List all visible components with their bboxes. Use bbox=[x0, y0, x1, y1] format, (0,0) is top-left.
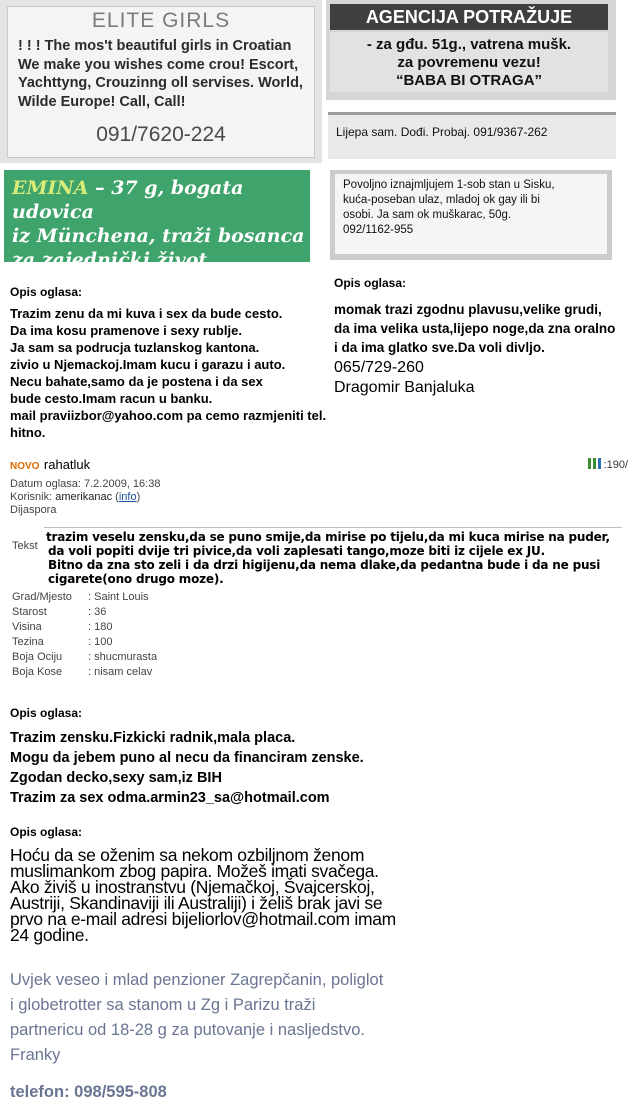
detail-row bbox=[12, 665, 157, 680]
ad-armin bbox=[10, 706, 410, 808]
detail-value: : 100 bbox=[88, 636, 113, 648]
ad-line: momak trazi zgodnu plavusu,velike grudi, bbox=[334, 302, 602, 317]
info-link[interactable]: info bbox=[118, 491, 137, 503]
detail-value: : Saint Louis bbox=[88, 591, 149, 603]
ad-line: hitno. bbox=[10, 425, 46, 440]
ad-body bbox=[10, 305, 340, 441]
detail-row bbox=[12, 650, 157, 665]
clip-line: kuća-poseban ulaz, mladoj ok gay ili bi bbox=[343, 194, 540, 206]
ad-line: zivio u Njemackoj.Imam kucu i garazu i auto. bbox=[10, 357, 286, 372]
ad-line: Necu bahate,samo da je postena i da sex bbox=[10, 374, 263, 389]
clip-title: AGENCIJA POTRAŽUJE bbox=[330, 4, 608, 30]
stats-bars-icon bbox=[588, 458, 602, 469]
date-label: Datum oglasa: bbox=[10, 478, 81, 490]
ad-body bbox=[10, 968, 480, 1068]
clip-body bbox=[12, 176, 308, 272]
ad-line: mail praviizbor@yahoo.com pa cemo razmjeniti tel. bbox=[10, 408, 327, 423]
ad-line: da ima velika usta,lijepo noge,da zna oralno bbox=[334, 321, 616, 336]
newspaper-clip bbox=[335, 174, 607, 254]
user-label: Korisnik: bbox=[10, 491, 53, 503]
detail-key: Grad/Mjesto bbox=[12, 591, 72, 603]
ad-line: Franky bbox=[10, 1046, 61, 1064]
ad-body bbox=[10, 847, 500, 943]
detail-key: Boja Kose bbox=[12, 666, 63, 678]
ad-tuzla bbox=[10, 285, 340, 441]
ad-line: i globetrotter sa stanom u Zg i Parizu traži bbox=[10, 996, 316, 1014]
clipping-povoljno bbox=[330, 170, 612, 260]
detail-value: : shucmurasta bbox=[88, 651, 158, 663]
ad-name: Dragomir Banjaluka bbox=[334, 379, 475, 396]
clipping-elite-girls bbox=[0, 0, 322, 163]
clip-line: Povoljno iznajmljujem 1-sob stan u Sisku, bbox=[343, 179, 555, 191]
ad-line: Zgodan decko,sexy sam,iz BIH bbox=[10, 770, 222, 786]
ad-details bbox=[12, 590, 157, 680]
ad-line: Ja sam sa podrucja tuzlanskog kantona. bbox=[10, 340, 260, 355]
ad-body bbox=[10, 728, 410, 808]
clip-line: ! ! ! The mos't beautiful girls in Croatian bbox=[18, 38, 292, 54]
ad-line: Mogu da jebem puno al necu da financiram zenske. bbox=[10, 750, 364, 766]
clip-title: ELITE GIRLS bbox=[91, 9, 231, 32]
ad-line: i da ima glatko sve.Da voli divljo. bbox=[334, 340, 545, 355]
clip-body bbox=[18, 37, 308, 111]
ad-line: Trazim zenu da mi kuva i sex da bude cesto. bbox=[10, 306, 283, 321]
ad-phone: telefon: 098/595-808 bbox=[10, 1083, 167, 1101]
ad-line: Uvjek veseo i mlad penzioner Zagrepčanin, poliglot bbox=[10, 971, 384, 989]
detail-value: : nisam celav bbox=[88, 666, 153, 678]
detail-row bbox=[12, 620, 157, 635]
ad-bijeliorlov bbox=[10, 825, 500, 943]
clip-text: Lijepa sam. Dođi. Probaj. 091/9367-262 bbox=[336, 125, 548, 139]
ad-user: Korisnik: amerikanac (info) bbox=[10, 491, 141, 503]
ad-line: da voli popiti dvije tri pivice,da voli zaplesati tango,moze biti iz cijele ex JU. bbox=[48, 544, 545, 558]
clip-line: za povremenu vezu! bbox=[397, 54, 541, 71]
divider bbox=[44, 527, 622, 528]
ad-line: Ako živiš u inostranstvu (Njemačkoj, Švajcerskoj, bbox=[10, 877, 375, 897]
ad-banjaluka bbox=[334, 276, 644, 397]
newspaper-clip bbox=[7, 6, 315, 158]
detail-value: : 180 bbox=[88, 621, 113, 633]
ad-title[interactable]: rahatluk bbox=[43, 457, 91, 472]
clipping-emina bbox=[4, 170, 310, 271]
clip-line: iz Münchena, traži bosanca bbox=[12, 225, 305, 247]
ad-phone: 065/729-260 bbox=[334, 359, 424, 376]
ad-line: Trazim za sex odma.armin23_sa@hotmail.com bbox=[10, 790, 330, 806]
clipping-agencija bbox=[326, 0, 616, 100]
detail-value: : 36 bbox=[88, 606, 107, 618]
clip-line: za zajednički život. bbox=[12, 249, 214, 271]
ad-line: muslimankom zbog papira. Možeš imati svačega. bbox=[10, 861, 379, 881]
clip-body bbox=[330, 32, 608, 92]
clipping-lijepa bbox=[328, 112, 616, 159]
ad-franky bbox=[10, 968, 480, 1102]
ad-label: Opis oglasa: bbox=[334, 276, 407, 290]
stats-count: :190/ bbox=[603, 459, 628, 471]
clip-line: Wilde Europe! Call, Call! bbox=[18, 93, 186, 110]
ad-region: Dijaspora bbox=[10, 504, 57, 516]
clip-text: – 37 g, bogata udovica bbox=[12, 177, 244, 223]
date-value: 7.2.2009, 16:38 bbox=[84, 478, 161, 490]
ad-line: partnericu od 18-28 g za putovanje i nasljedstvo. bbox=[10, 1021, 365, 1039]
ad-line: Da ima kosu pramenove i sexy rublje. bbox=[10, 323, 242, 338]
ad-header bbox=[10, 456, 630, 474]
clip-line: “BABA BI OTRAGA” bbox=[395, 72, 543, 89]
ad-date bbox=[10, 478, 630, 491]
clip-line: We make you wishes come crou! Escort, bbox=[18, 56, 299, 73]
tekst-label: Tekst bbox=[12, 540, 38, 552]
ad-label: Opis oglasa: bbox=[10, 285, 83, 299]
ad-line: Trazim zensku.Fizkicki radnik,mala placa. bbox=[10, 730, 296, 746]
ad-body bbox=[46, 530, 624, 586]
user-name: amerikanac bbox=[55, 491, 113, 503]
clip-line: - za gđu. 51g., vatrena mušk. bbox=[366, 36, 572, 53]
ad-label: Opis oglasa: bbox=[10, 706, 83, 720]
clip-line: Yachttyng, Crouzinng oll servises. World, bbox=[18, 75, 303, 91]
ad-label: Opis oglasa: bbox=[10, 825, 83, 839]
ad-stats bbox=[588, 458, 628, 471]
ad-body bbox=[334, 300, 644, 357]
clip-body bbox=[343, 178, 605, 238]
ad-line: Hoću da se oženim sa nekom ozbiljnom ženom bbox=[10, 845, 365, 865]
ad-rahatluk bbox=[10, 456, 630, 680]
new-badge: NOVO bbox=[10, 461, 40, 472]
clip-line: osobi. Ja sam ok muškarac, 50g. bbox=[343, 209, 512, 221]
detail-key: Tezina bbox=[12, 636, 44, 648]
ad-line: bude cesto.Imam racun u banku. bbox=[10, 391, 213, 406]
clip-line bbox=[12, 176, 308, 224]
ad-line: Bitno da zna sto zeli i da drzi higijenu,da nema dlake,da pedantna bude i da ne pusi bbox=[48, 558, 601, 572]
ad-line: trazim veselu zensku,da se puno smije,da mirise po tijelu,da mi kuca mirise na puder, bbox=[46, 530, 610, 544]
ad-line: Austriji, Skandinaviji ili Australiji) i želiš brak javi se bbox=[10, 893, 383, 913]
detail-key: Visina bbox=[12, 621, 42, 633]
detail-key: Starost bbox=[12, 606, 47, 618]
detail-row bbox=[12, 605, 157, 620]
detail-row bbox=[12, 635, 157, 650]
detail-key: Boja Ociju bbox=[12, 651, 63, 663]
ad-line: cigarete(ono drugo moze). bbox=[48, 572, 224, 586]
ad-line: prvo na e-mail adresi bijeliorlov@hotmail.com imam bbox=[10, 909, 396, 929]
clip-name: EMINA bbox=[12, 177, 89, 199]
clip-phone: 091/7620-224 bbox=[96, 123, 226, 146]
clip-line: 092/1162-955 bbox=[343, 224, 414, 236]
detail-row bbox=[12, 590, 157, 605]
ad-line: 24 godine. bbox=[10, 925, 89, 945]
